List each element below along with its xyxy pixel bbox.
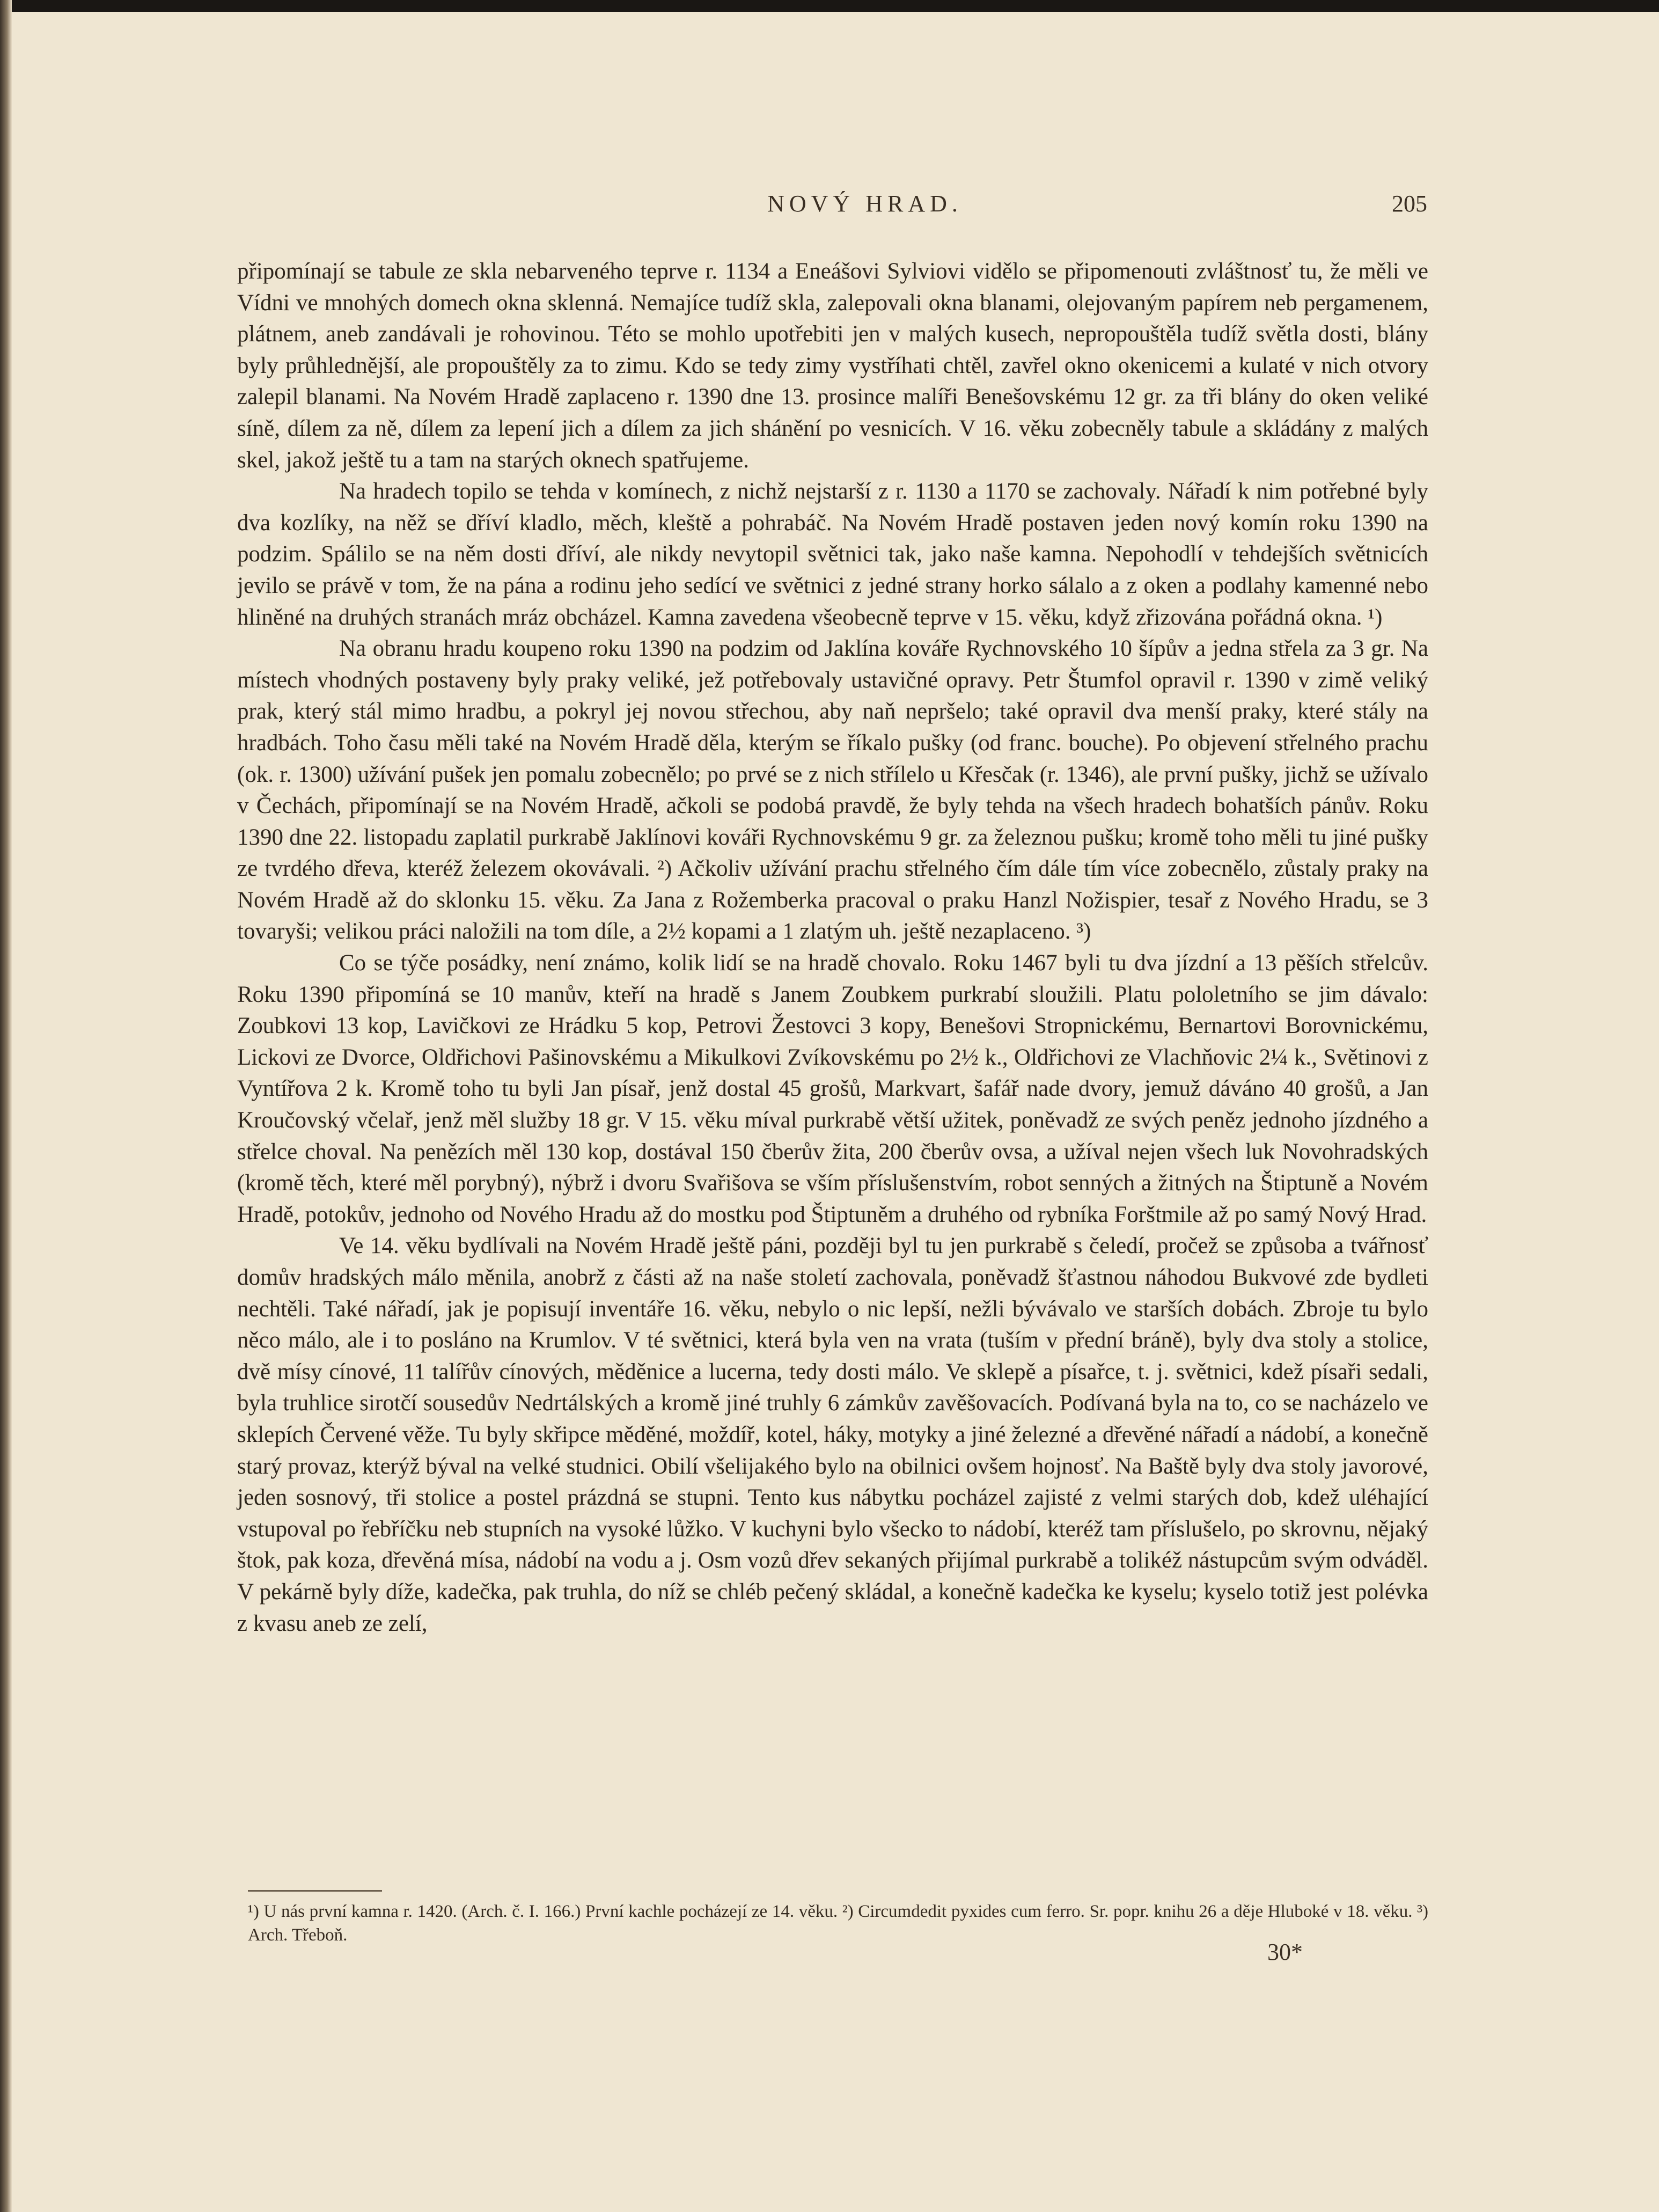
book-page: [12, 12, 1659, 2212]
page-number: 205: [1392, 191, 1427, 217]
running-title: NOVÝ HRAD.: [767, 191, 963, 217]
paragraph-furnishings: Ve 14. věku bydlívali na Novém Hradě ještě páni, později byl tu jen purkrabě s čeledí, pročež se způsoba a tvářnosť domův hradských málo měnila, anobrž z části až na naše století zachovala, poněvadž šťastnou náhodou Bukvové zde bydleti nechtěli. Také nářadí, jak je popisují inventáře 16. věku, nebylo o nic lepší, nežli bývávalo ve starších dobách. Zbroje tu bylo něco málo, ale i to posláno na Krumlov. V té světnici, která byla ven na vrata (tuším v přední bráně), byly dva stoly a stolice, dvě mísy cínové, 11 talířův cínových, měděnice a lucerna, tedy dosti málo. Ve sklepě a písařce, t. j. světnici, kdež písaři sedali, byla truhlice sirotčí sousedův Nedrtálských a kromě jiné truhly 6 zámkův zavěšovacích. Podívaná byla na to, co se nacházelo ve sklepích Červené věže. Tu byly skřipce měděné, moždíř, kotel, háky, motyky a jiné železné a dřevěné nářadí a nádobí, a konečně starý provaz, kterýž býval na velké studnici. Obilí všelijakého bylo na obilnici ovšem hojnosť. Na Baště byly dva stoly javorové, jeden sosnový, tři stolice a postel prázdná se stupni. Tento kus nábytku pocházel zajisté z velmi starých dob, kdež uléhající vstupoval po řebříčku neb stupních na vysoké lůžko. V kuchyni bylo všecko to nádobí, kteréž tam příslušelo, po skrovnu, nějaký štok, pak koza, dřevěná mísa, nádobí na vodu a j. Osm vozů dřev sekaných přijímal purkrabě a tolikéž nástupcům svým odváděl. V pekárně byly díže, kadečka, pak truhla, do níž se chléb pečený skládal, a konečně kadečka ke kyselu; kyselo totiž jest polévka z kvasu aneb ze zelí,: [237, 1233, 1428, 1636]
paragraph-defense: Na obranu hradu koupeno roku 1390 na podzim od Jaklína kováře Rychnovského 10 šípův a jedna střela za 3 gr. Na místech vhodných postaveny byly praky veliké, jež potřebovaly ustavičné opravy. Petr Štumfol opravil r. 1390 v zimě veliký prak, který stál mimo hradbu, a pokryl jej novou střechou, aby naň nepršelo; také opravil dva menší praky, které stály na hradbách. Toho času měli také na Novém Hradě děla, kterým se říkalo pušky (od franc. bouche). Po objevení střelného prachu (ok. r. 1300) užívání pušek jen pomalu zobecnělo; po prvé se z nich střílelo u Křesčak (r. 1346), ale první pušky, jichž se užívalo v Čechách, připomínají se na Novém Hradě, ačkoli se podobá pravdě, že byly tehda na všech hradech bohatších pánův. Roku 1390 dne 22. listopadu zaplatil purkrabě Jaklínovi kováři Rychnovskému 9 gr. za železnou pušku; kromě toho měli tu jiné pušky ze tvrdého dřeva, kteréž železem okovávali. ²) Ačkoliv užívání prachu střelného čím dále tím více zobecnělo, zůstaly praky na Novém Hradě až do sklonku 15. věku. Za Jana z Rožemberka pracoval o praku Hanzl Nožispier, tesař z Nového Hradu, se 3 tovaryši; velikou práci naložili na tom díle, a 2½ kopami a 1 zlatým uh. ještě nezaplaceno. ³): [237, 636, 1428, 944]
footnote-divider: [248, 1890, 382, 1892]
signature-mark: 30*: [1267, 1939, 1303, 1965]
paragraph-windows: připomínají se tabule ze skla nebarveného teprve r. 1134 a Eneášovi Sylviovi vidělo se připomenouti zvláštnosť tu, že měli ve Vídni ve mnohých domech okna sklenná. Nemajíce tudíž skla, zalepovali okna blanami, olejovaným papírem neb pergamenem, plátnem, aneb zandávali je rohovinou. Této se mohlo upotřebiti jen v malých kusech, nepropouštěla tudíž světla dosti, blány byly průhlednější, ale propouštěly za to zimu. Kdo se tedy zimy vystříhati chtěl, zavřel okno okenicemi a kulaté v nich otvory zalepil blanami. Na Novém Hradě zaplaceno r. 1390 dne 13. prosince malíři Benešovskému 12 gr. za tři blány do oken veliké síně, dílem za ně, dílem za lepení jich a dílem za jich shánění po vesnicích. V 16. věku zobecněly tabule a skládány z malých skel, jakož ještě tu a tam na starých oknech spatřujeme.: [237, 259, 1428, 473]
body-text: [237, 256, 1428, 1639]
paragraph-heating: Na hradech topilo se tehda v komínech, z nichž nejstarší z r. 1130 a 1170 se zachovaly. Nářadí k nim potřebné byly dva kozlíky, na něž se dříví kladlo, měch, kleště a pohrabáč. Na Novém Hradě postaven jeden nový komín roku 1390 na podzim. Spálilo se na něm dosti dříví, ale nikdy nevytopil světnici tak, jako naše kamna. Nepohodlí v tehdejších světnicích jevilo se právě v tom, že na pána a rodinu jeho sedící ve světnici z jedné strany horko sálalo a z oken a podlahy kamenné nebo hliněné na druhých stranách mráz obcházel. Kamna zavedena všeobecně teprve v 15. věku, když zřizována pořádná okna. ¹): [237, 479, 1428, 630]
page-header: [12, 190, 1659, 233]
scan-top-edge: [0, 0, 1659, 12]
footnotes: ¹) U nás první kamna r. 1420. (Arch. č. I. 166.) První kachle pocházejí ze 14. věku. ²) Circumdedit pyxides cum ferro. Sr. popr. knihu 26 a děje Hluboké v 18. věku. ³) Arch. Třeboň.: [248, 1902, 1428, 1945]
scan-left-edge: [0, 0, 12, 2212]
paragraph-garrison: Co se týče posádky, není známo, kolik lidí se na hradě chovalo. Roku 1467 byli tu dva jízdní a 13 pěších střelcův. Roku 1390 připomíná se 10 manův, kteří na hradě s Janem Zoubkem purkrabí sloužili. Platu pololetního se jim dávalo: Zoubkovi 13 kop, Lavičkovi ze Hrádku 5 kop, Petrovi Žestovci 3 kopy, Benešovi Stropnickému, Bernartovi Borovnickému, Lickovi ze Dvorce, Oldřichovi Pašinovskému a Mikulkovi Zvíkovskému po 2½ k., Oldřichovi ze Vlachňovic 2¼ k., Světinovi z Vyntířova 2 k. Kromě toho tu byli Jan písař, jenž dostal 45 grošů, Markvart, šafář nade dvory, jemuž dáváno 40 grošů, a Jan Kroučovský včelař, jenž měl služby 18 gr. V 15. věku míval purkrabě větší užitek, poněvadž ze svých peněz jednoho jízdného a střelce choval. Na penězích měl 130 kop, dostával 150 čberův žita, 200 čberův ovsa, a užíval nejen všech luk Novohradských (kromě těch, které měl porybný), nýbrž i dvoru Svařišova se vším příslušenstvím, robot senných a žitných na Štiptuně a Novém Hradě, potokův, jednoho od Nového Hradu až do mostku pod Štiptuněm a druhého od rybníka Forštmile až po samý Nový Hrad.: [237, 950, 1428, 1227]
